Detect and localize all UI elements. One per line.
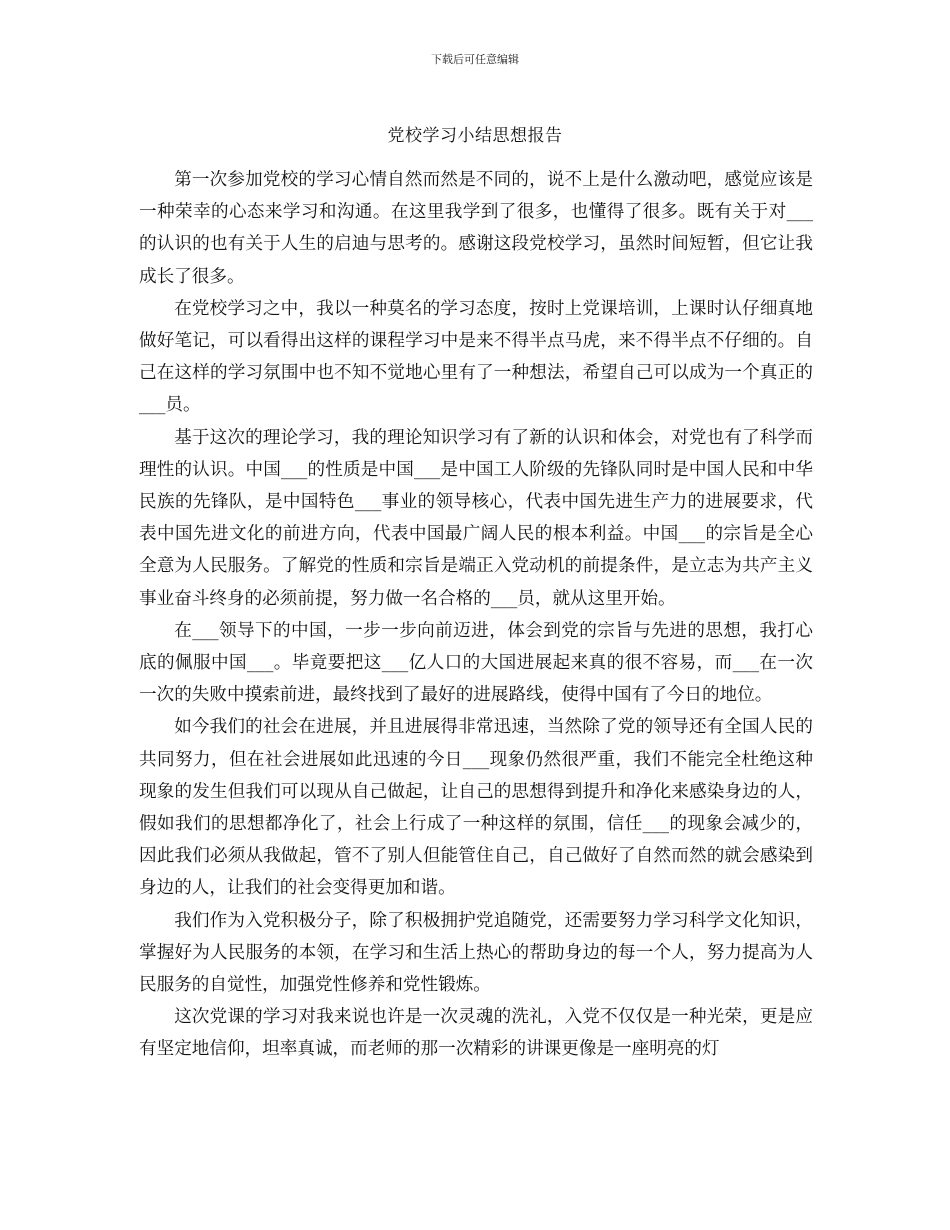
- paragraph-5: 如今我们的社会在进展，并且进展得非常迅速，当然除了党的领导还有全国人民的共同努力，但在社会进展如此迅速的今日___现象仍然很严重，我们不能完全杜绝这种现象的发生但我们可以现从自己做起，让自己的思想得到提升和净化来感染身边的人，假如我们的思想都净化了，社会上行成了一种这样的氛围，信任___的现象会减少的，因此我们必须从我做起，管不了别人但能管住自己，自己做好了自然而然的就会感染到身边的人，让我们的社会变得更加和谐。: [139, 717, 813, 899]
- document-body: [139, 164, 813, 1066]
- paragraph-6: 我们作为入党积极分子，除了积极拥护党追随党，还需要努力学习科学文化知识，掌握好为人民服务的本领，在学习和生活上热心的帮助身边的每一个人，努力提高为人民服务的自觉性，加强党性修养和党性锻炼。: [139, 910, 813, 996]
- paragraph-7: 这次党课的学习对我来说也许是一次灵魂的洗礼，入党不仅仅是一种光荣，更是应有坚定地信仰，坦率真诚，而老师的那一次精彩的讲课更像是一座明亮的灯: [139, 1007, 813, 1060]
- page-header: 下载后可任意编辑: [431, 53, 519, 66]
- paragraph-2: 在党校学习之中，我以一种莫名的学习态度，按时上党课培训，上课时认仔细真地做好笔记，可以看得出这样的课程学习中是来不得半点马虎，来不得半点不仔细的。自己在这样的学习氛围中也不知不觉地心里有了一种想法，希望自己可以成为一个真正的___员。: [139, 298, 813, 416]
- document-title: 党校学习小结思想报告: [387, 126, 563, 146]
- paragraph-4: 在___领导下的中国，一步一步向前迈进，体会到党的宗旨与先进的思想，我打心底的佩服中国___。毕竟要把这___亿人口的大国进展起来真的很不容易，而___在一次一次的失败中摸索前进，最终找到了最好的进展路线，使得中国有了今日的地位。: [139, 620, 813, 706]
- paragraph-1: 第一次参加党校的学习心情自然而然是不同的，说不上是什么激动吧，感觉应该是一种荣幸的心态来学习和沟通。在这里我学到了很多，也懂得了很多。既有关于对___的认识的也有关于人生的启迪与思考的。感谢这段党校学习，虽然时间短暂，但它让我成长了很多。: [139, 170, 813, 287]
- paragraph-3: 基于这次的理论学习，我的理论知识学习有了新的认识和体会，对党也有了科学而理性的认识。中国___的性质是中国___是中国工人阶级的先锋队同时是中国人民和中华民族的先锋队，是中国特色___事业的领导核心，代表中国先进生产力的进展要求，代表中国先进文化的前进方向，代表中国最广阔人民的根本利益。中国___的宗旨是全心全意为人民服务。了解党的性质和宗旨是端正入党动机的前提条件，是立志为共产主义事业奋斗终身的必须前提，努力做一名合格的___员，就从这里开始。: [139, 427, 813, 609]
